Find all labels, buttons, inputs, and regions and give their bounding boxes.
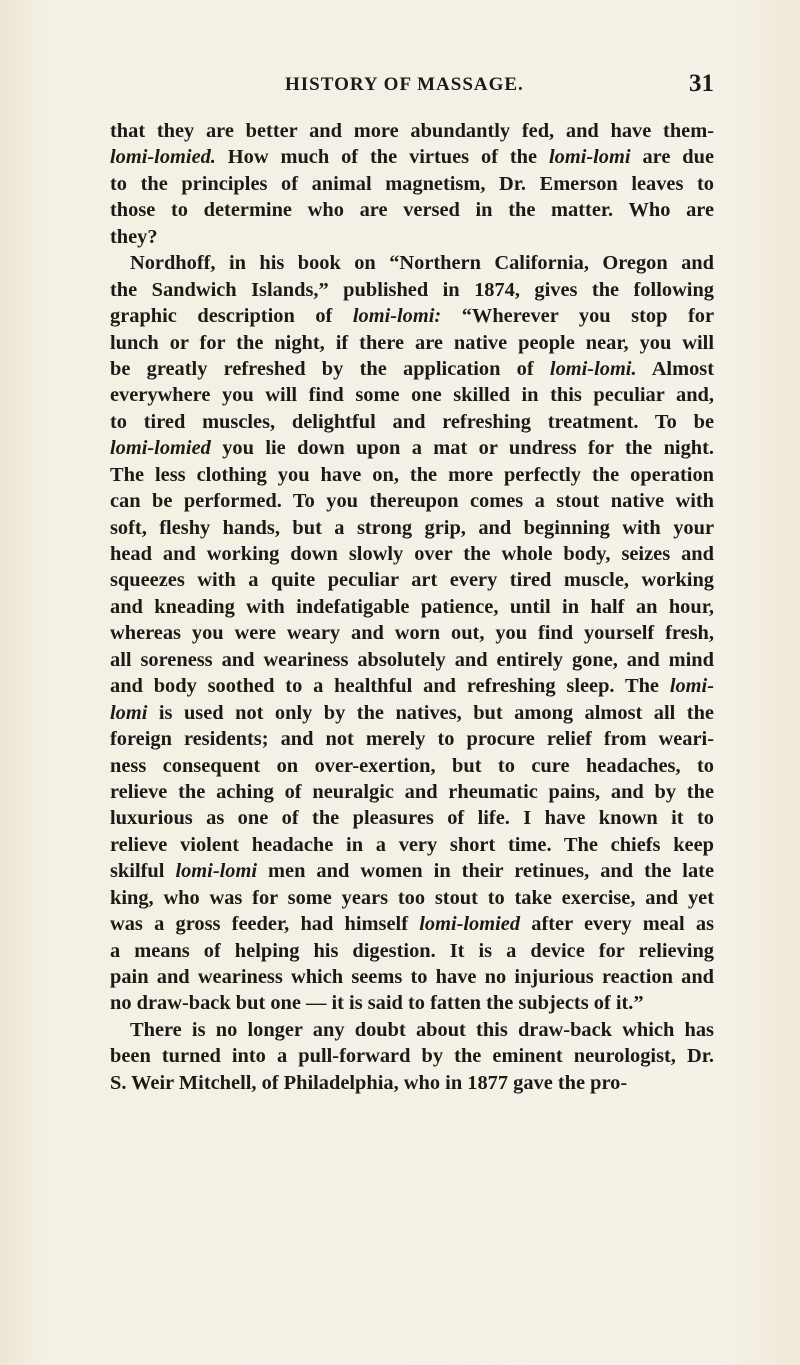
- text-line: whereas you were weary and worn out, you find yourself fresh,: [110, 622, 714, 645]
- page-number: 31: [689, 70, 714, 97]
- page-header: [110, 70, 714, 104]
- italic-term: lomi-lomi: [548, 146, 631, 169]
- text-line: was a gross feeder, had himself lomi-lomied after every meal as: [110, 913, 715, 936]
- text-line: ness consequent on over-exertion, but to cure headaches, to: [110, 754, 714, 777]
- running-head: HISTORY OF MASSAGE.: [285, 74, 524, 95]
- text-line: lomi-lomied you lie down upon a mat or undress for the night.: [110, 437, 714, 460]
- text-line: a means of helping his digestion. It is a device for relieving: [110, 939, 714, 962]
- italic-term: lomi-lomied.: [110, 146, 216, 169]
- text-line: Nordhoff, in his book on “Northern California, Oregon and: [130, 252, 714, 275]
- text-line: to tired muscles, delightful and refreshing treatment. To be: [110, 410, 714, 433]
- text-line: soft, fleshy hands, but a strong grip, and beginning with your: [110, 516, 714, 539]
- text-line: they?: [110, 225, 158, 248]
- italic-term: lomi-lomied: [419, 913, 521, 936]
- text-line: can be performed. To you thereupon comes a stout native with: [110, 490, 714, 513]
- text-line: skilful lomi-lomi men and women in their retinues, and the late: [110, 860, 715, 883]
- text-line: lomi-lomied. How much of the virtues of the lomi-lomi are due: [110, 146, 715, 169]
- text-line: been turned into a pull-forward by the eminent neurologist, Dr.: [110, 1045, 714, 1068]
- text-line: and kneading with indefatigable patience, until in half an hour,: [110, 595, 714, 618]
- text-line: everywhere you will find some one skilled in this peculiar and,: [110, 384, 714, 407]
- italic-term: lomi-lomied: [110, 437, 211, 460]
- body-text: [110, 118, 714, 1096]
- italic-term: lomi-: [669, 675, 714, 698]
- text-line: S. Weir Mitchell, of Philadelphia, who in 1877 gave the pro-: [110, 1071, 628, 1094]
- text-line: and body soothed to a healthful and refreshing sleep. The lomi-: [110, 675, 714, 698]
- text-line: relieve the aching of neuralgic and rheumatic pains, and by the: [110, 780, 714, 803]
- text-line: head and working down slowly over the whole body, seizes and: [110, 543, 714, 565]
- text-line: squeezes with a quite peculiar art every tired muscle, working: [110, 569, 714, 592]
- text-line: be greatly refreshed by the application of lomi-lomi. Almost: [110, 357, 714, 380]
- text-line: all soreness and weariness absolutely and entirely gone, and mind: [110, 648, 714, 671]
- text-line: lunch or for the night, if there are native people near, you will: [110, 331, 714, 354]
- text-line: pain and weariness which seems to have no injurious reaction and: [110, 966, 714, 988]
- italic-term: lomi-lomi:: [352, 305, 442, 328]
- text-line: to the principles of animal magnetism, Dr. Emerson leaves to: [110, 172, 714, 195]
- italic-term: lomi: [110, 701, 148, 724]
- italic-term: lomi-lomi: [175, 860, 258, 883]
- text-line: king, who was for some years too stout to take exercise, and yet: [110, 886, 714, 909]
- text-line: foreign residents; and not merely to procure relief from weari-: [110, 728, 714, 751]
- text-line: that they are better and more abundantly fed, and have them-: [110, 120, 714, 142]
- text-line: no draw-back but one — it is said to fatten the subjects of it.”: [110, 992, 644, 1015]
- text-line: those to determine who are versed in the matter. Who are: [110, 199, 714, 222]
- text-line: graphic description of lomi-lomi: “Wherever you stop for: [110, 305, 714, 328]
- text-line: The less clothing you have on, the more perfectly the operation: [110, 463, 714, 486]
- text-line: relieve violent headache in a very short time. The chiefs keep: [110, 833, 714, 856]
- text-line: lomi is used not only by the natives, but among almost all the: [110, 701, 714, 724]
- text-line: luxurious as one of the pleasures of life. I have known it to: [110, 807, 714, 830]
- text-line: the Sandwich Islands,” published in 1874, gives the following: [110, 278, 714, 301]
- italic-term: lomi-lomi.: [549, 357, 637, 380]
- text-line: There is no longer any doubt about this draw-back which has: [130, 1018, 714, 1041]
